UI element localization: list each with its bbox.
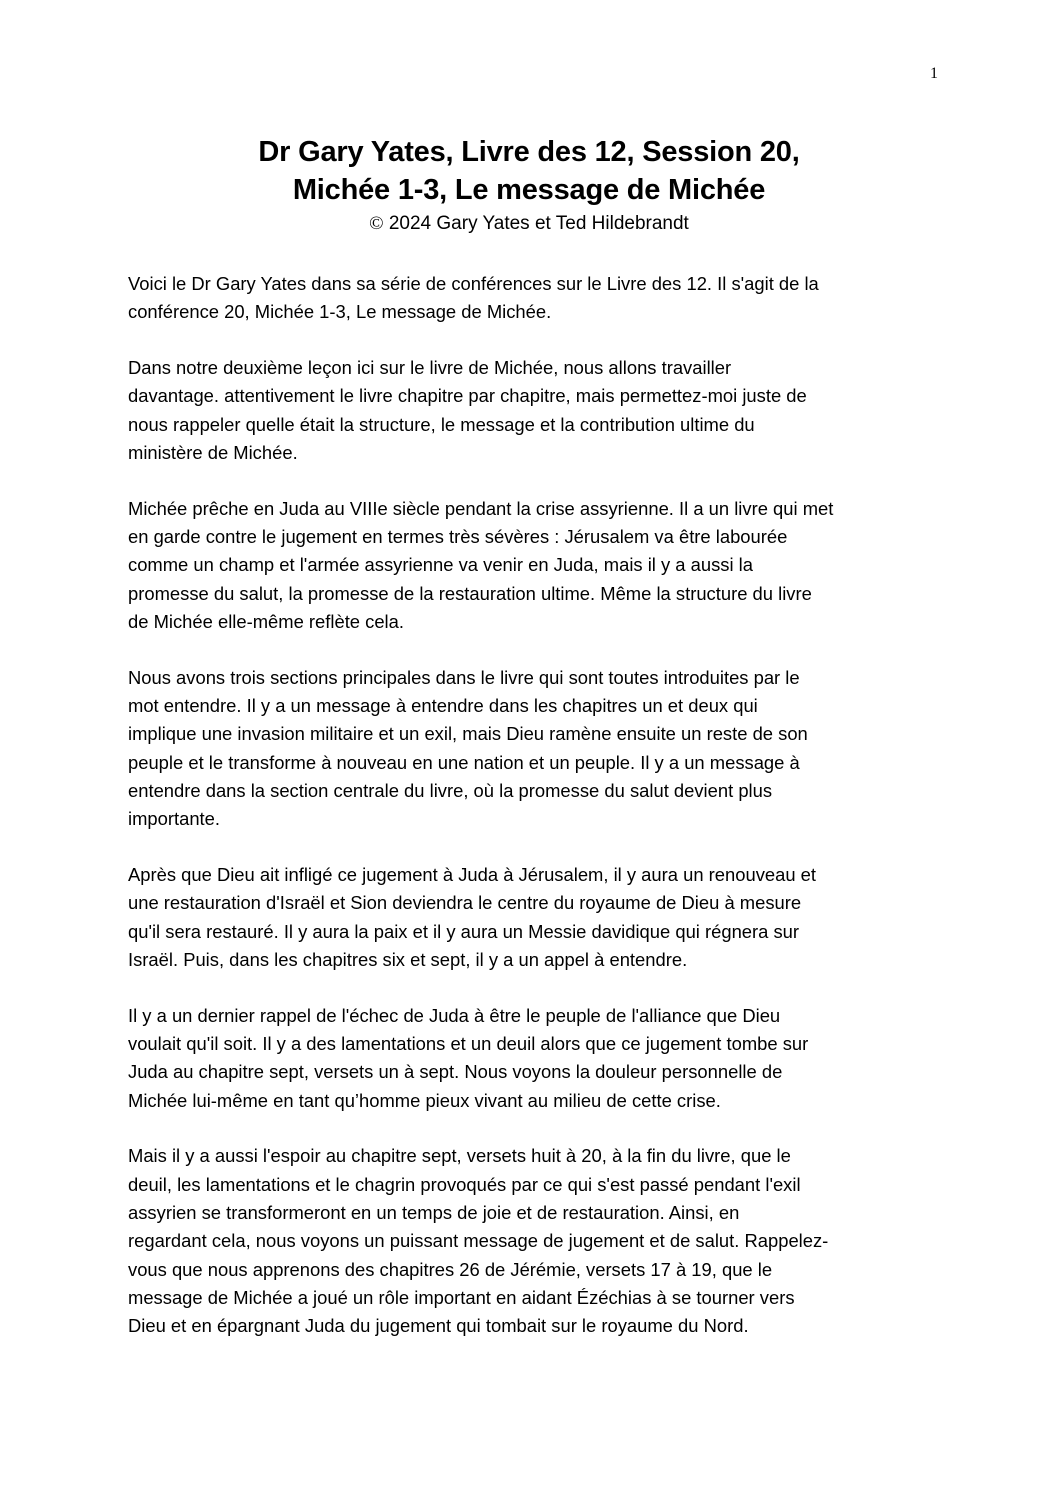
paragraph [128, 1142, 940, 1340]
text-line: Après que Dieu ait infligé ce jugement à Juda à Jérusalem, il y aura un renouveau et [128, 864, 817, 886]
paragraph [128, 495, 940, 636]
text-line: entendre dans la section centrale du livre, où la promesse du salut devient plus [128, 779, 773, 801]
text-line: Mais il y a aussi l'espoir au chapitre sept, versets huit à 20, à la fin du livre, que le [128, 1145, 791, 1167]
text-line: Juda au chapitre sept, versets un à sept. Nous voyons la douleur personnelle de [128, 1061, 783, 1083]
text-line: ministère de Michée. [128, 441, 298, 463]
text-line: comme un champ et l'armée assyrienne va venir en Juda, mais il y a aussi la [128, 554, 753, 576]
text-line: de Michée elle-même reflète cela. [128, 610, 404, 632]
text-line: importante. [128, 808, 220, 830]
text-line: une restauration d'Israël et Sion deviendra le centre du royaume de Dieu à mesure [128, 892, 802, 914]
text-line: message de Michée a joué un rôle important en aidant Ézéchias à se tourner vers [128, 1286, 795, 1308]
text-line: peuple et le transforme à nouveau en une nation et un peuple. Il y a un message à [128, 751, 800, 773]
text-line: conférence 20, Michée 1-3, Le message de Michée. [128, 301, 552, 323]
copyright-notice [0, 211, 1058, 237]
text-line: qu'il sera restauré. Il y aura la paix et il y aura un Messie davidique qui régnera sur [128, 920, 800, 942]
paragraph [128, 861, 940, 974]
text-line: promesse du salut, la promesse de la restauration ultime. Même la structure du livre [128, 582, 812, 604]
text-line: Nous avons trois sections principales dans le livre qui sont toutes introduites par le [128, 666, 800, 688]
document-title-line-1: Dr Gary Yates, Livre des 12, Session 20, [258, 136, 800, 168]
text-line: deuil, les lamentations et le chagrin provoqués par ce qui s'est passé pendant l'exil [128, 1173, 801, 1195]
text-line: voulait qu'il soit. Il y a des lamentations et un deuil alors que ce jugement tombe sur [128, 1033, 809, 1055]
text-line: regardant cela, nous voyons un puissant message de jugement et de salut. Rappelez- [128, 1230, 829, 1252]
document-body [128, 270, 940, 1368]
text-line: vous que nous apprenons des chapitres 26 de Jérémie, versets 17 à 19, que le [128, 1258, 773, 1280]
text-line: Il y a un dernier rappel de l'échec de Juda à être le peuple de l'alliance que Dieu [128, 1004, 781, 1026]
text-line: Israël. Puis, dans les chapitres six et sept, il y a un appel à entendre. [128, 948, 688, 970]
document-header [0, 133, 1058, 237]
paragraph [128, 270, 940, 327]
text-line: Dans notre deuxième leçon ici sur le livre de Michée, nous allons travailler [128, 357, 732, 379]
document-title-line-2: Michée 1-3, Le message de Michée [292, 174, 766, 206]
text-line: Voici le Dr Gary Yates dans sa série de conférences sur le Livre des 12. Il s'agit de la [128, 273, 819, 294]
copyright-text: 2024 Gary Yates et Ted Hildebrandt [383, 213, 689, 234]
text-line: Michée lui-même en tant qu’homme pieux vivant au milieu de cette crise. [128, 1089, 721, 1111]
paragraph [128, 664, 940, 834]
text-line: davantage. attentivement le livre chapitre par chapitre, mais permettez-moi juste de [128, 385, 807, 407]
paragraph [128, 1002, 940, 1115]
text-line: assyrien se transformeront en un temps de joie et de restauration. Ainsi, en [128, 1202, 740, 1224]
paragraph [128, 354, 940, 467]
text-line: en garde contre le jugement en termes très sévères : Jérusalem va être labourée [128, 526, 788, 548]
text-line: nous rappeler quelle était la structure, le message et la contribution ultime du [128, 413, 755, 435]
page-number: 1 [930, 65, 938, 82]
text-line: mot entendre. Il y a un message à entendre dans les chapitres un et deux qui [128, 695, 758, 717]
copyright-symbol: © [369, 213, 384, 234]
text-line: implique une invasion militaire et un exil, mais Dieu ramène ensuite un reste de son [128, 723, 808, 745]
text-line: Dieu et en épargnant Juda du jugement qui tombait sur le royaume du Nord. [128, 1315, 749, 1337]
text-line: Michée prêche en Juda au VIIIe siècle pendant la crise assyrienne. Il a un livre qui met [128, 497, 834, 519]
